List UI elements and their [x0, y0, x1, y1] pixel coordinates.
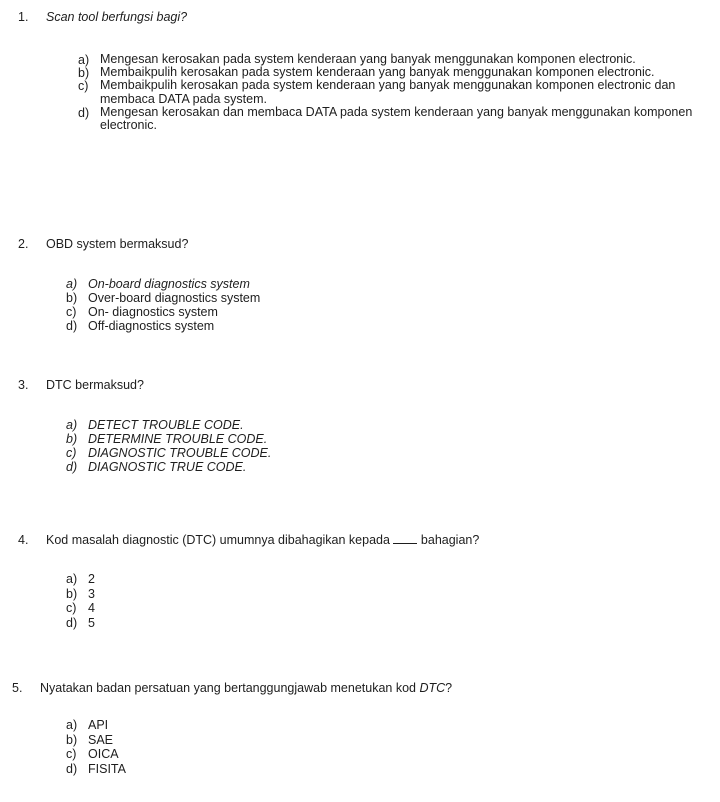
question-4 [0, 533, 720, 630]
question-1-header [0, 10, 720, 26]
answer-blank [393, 533, 417, 544]
option-text: SAE [88, 732, 114, 747]
option-letter: a) [66, 277, 78, 291]
option-letter: d) [66, 615, 78, 630]
question-2 [0, 237, 720, 333]
option-text: Membaikpulih kerosakan pada system kenderaan yang banyak menggunakan komponen electronic. [100, 65, 655, 80]
option-c[interactable] [0, 446, 720, 460]
option-a[interactable] [0, 718, 720, 733]
option-d[interactable] [0, 460, 720, 474]
question-text: OBD system bermaksud? [46, 237, 189, 251]
question-text: DTC bermaksud? [46, 378, 144, 392]
option-letter: b) [66, 732, 78, 747]
option-letter: c) [66, 601, 77, 615]
option-d[interactable] [0, 319, 720, 333]
option-text: DETECT TROUBLE CODE. [88, 418, 244, 432]
option-text: 2 [88, 572, 95, 586]
question-1 [0, 10, 720, 132]
option-letter: a) [78, 53, 90, 67]
question-number: 2. [18, 237, 29, 251]
option-text: Mengesan kerosakan pada system kenderaan yang banyak menggunakan komponen electronic. [100, 52, 636, 66]
option-a[interactable] [0, 418, 720, 432]
option-letter: b) [66, 291, 78, 305]
question-text: Scan tool berfungsi bagi? [46, 10, 188, 24]
question-text-after: bahagian? [420, 533, 480, 547]
option-a[interactable] [0, 572, 720, 587]
question-5-header [0, 681, 720, 697]
option-c[interactable] [0, 747, 720, 762]
question-5 [0, 681, 720, 776]
option-letter: c) [66, 446, 77, 460]
option-a[interactable] [0, 277, 720, 291]
option-letter: c) [66, 747, 77, 761]
question-number: 4. [18, 533, 29, 547]
option-text: FISITA [88, 761, 126, 776]
question-number: 3. [18, 378, 29, 392]
option-text: On- diagnostics system [88, 305, 218, 319]
option-d[interactable] [0, 616, 720, 631]
option-text: DETERMINE TROUBLE CODE. [88, 432, 268, 446]
option-b[interactable] [0, 733, 720, 748]
option-text: DIAGNOSTIC TRUE CODE. [88, 460, 247, 474]
option-list [0, 277, 720, 333]
question-3-header [0, 378, 720, 394]
option-letter: c) [66, 305, 77, 319]
option-c[interactable] [0, 79, 720, 105]
option-text: 3 [88, 586, 95, 601]
question-number: 5. [12, 681, 23, 695]
option-text: Membaikpulih kerosakan pada system kenderaan yang banyak menggunakan komponen electronic dan membaca DATA pada system. [100, 78, 676, 106]
option-letter: d) [78, 105, 90, 120]
option-c[interactable] [0, 601, 720, 616]
option-d[interactable] [0, 106, 720, 132]
option-b[interactable] [0, 291, 720, 305]
option-letter: d) [66, 761, 78, 776]
option-list [0, 718, 720, 776]
question-text-emphasis: DTC [419, 681, 446, 695]
question-4-header [0, 533, 720, 549]
question-text-after: ? [445, 681, 453, 695]
option-letter: a) [66, 718, 78, 732]
option-letter: a) [66, 418, 78, 432]
question-text [46, 533, 479, 547]
option-text: Mengesan kerosakan dan membaca DATA pada system kenderaan yang banyak menggunakan komponen electronic. [100, 104, 693, 133]
option-list [0, 418, 720, 474]
option-list [0, 53, 720, 132]
option-letter: b) [66, 432, 78, 446]
option-text: 4 [88, 601, 95, 615]
option-letter: d) [66, 319, 78, 333]
question-text-before: Nyatakan badan persatuan yang bertanggungjawab menetukan kod [40, 681, 416, 695]
question-number: 1. [18, 10, 29, 24]
question-2-header [0, 237, 720, 253]
option-text: Off-diagnostics system [88, 319, 215, 333]
question-text [40, 681, 452, 695]
option-text: DIAGNOSTIC TROUBLE CODE. [88, 446, 272, 460]
option-text: API [88, 718, 109, 732]
question-3 [0, 378, 720, 474]
option-letter: c) [78, 79, 89, 94]
question-text-before: Kod masalah diagnostic (DTC) umumnya dibahagikan kepada [46, 533, 390, 547]
option-letter: b) [66, 586, 78, 601]
option-text: OICA [88, 747, 119, 761]
option-b[interactable] [0, 587, 720, 602]
option-letter: d) [66, 460, 78, 474]
option-text: Over-board diagnostics system [88, 291, 261, 305]
option-c[interactable] [0, 305, 720, 319]
option-text: 5 [88, 615, 95, 630]
option-letter: b) [78, 66, 90, 81]
option-list [0, 572, 720, 630]
option-b[interactable] [0, 432, 720, 446]
option-d[interactable] [0, 762, 720, 777]
option-letter: a) [66, 572, 78, 586]
option-text: On-board diagnostics system [88, 277, 250, 291]
